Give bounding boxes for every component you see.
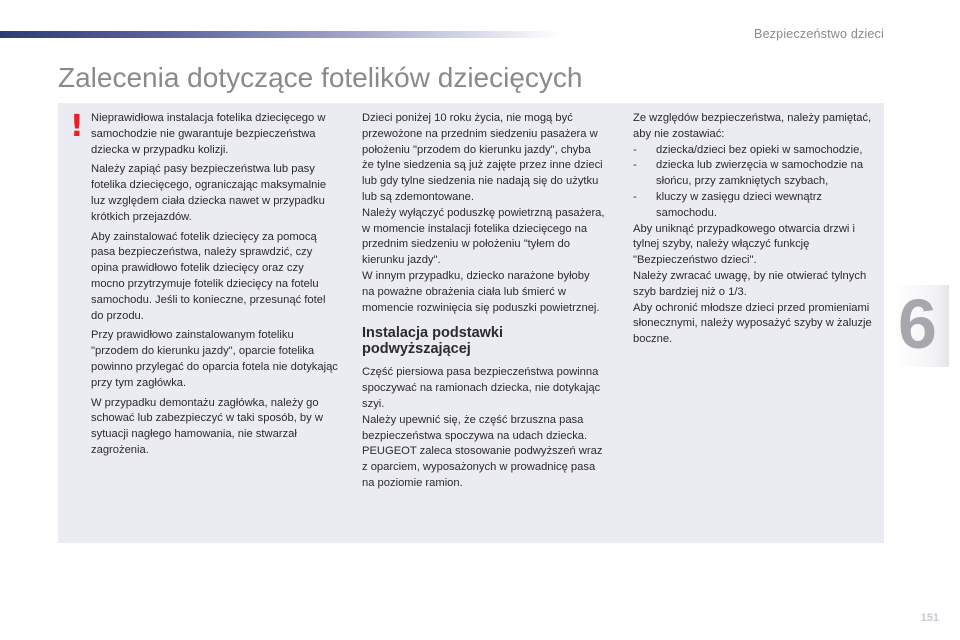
booster-seat-heading: Instalacja podstawki podwyższającej — [362, 325, 504, 357]
section-title: Bezpieczeństwo dzieci — [754, 27, 884, 41]
paragraph: Część piersiowa pasa bezpieczeństwa powinna spoczywać na ramionach dziecka, nie dotykając szyi. — [362, 366, 601, 410]
column-front-seat — [362, 111, 605, 492]
reminder-list — [633, 143, 878, 222]
paragraph: Aby uniknąć przypadkowego otwarcia drzwi i tylnej szyby, należy włączyć funkcję "Bezpieczeństwo dzieci". — [633, 222, 855, 267]
column-safety-reminders — [633, 111, 878, 348]
paragraph: Należy wyłączyć poduszkę powietrzną pasażera, w momencie instalacji fotelika dziecięcego na przednim siedzeniu w położeniu "tyłem do kierunku jazdy". — [362, 206, 605, 267]
list-item: - dziecka lub zwierzęcia w samochodzie na słońcu, przy zamkniętych szybach, — [633, 158, 878, 190]
page-number: 151 — [920, 612, 939, 624]
column-warnings — [91, 111, 339, 463]
paragraph: Należy zwracać uwagę, by nie otwierać tylnych szyb bardziej niż o 1/3. — [633, 269, 867, 298]
paragraph: Należy upewnić się, że część brzuszna pasa bezpieczeństwa spoczywa na udach dziecka. — [362, 413, 588, 442]
paragraph: Ze względów bezpieczeństwa, należy pamiętać, aby nie zostawiać: — [633, 112, 872, 140]
paragraph: PEUGEOT zaleca stosowanie podwyższeń wraz z oparciem, wyposażonych w prowadnicę pasa na poziomie ramion. — [362, 445, 603, 489]
header-decorative-bar — [0, 31, 560, 38]
paragraph: W przypadku demontażu zagłówka, należy go schować lub zabezpieczyć w taki sposób, by w sytuacji nagłego hamowania, nie stwarzał zagrożenia. — [91, 396, 323, 456]
paragraph: Należy zapiąć pasy bezpieczeństwa lub pasy fotelika dziecięcego, ograniczając maksymalnie luz względem ciała dziecka nawet w przypadku krótkich przejazdów. — [91, 163, 327, 223]
paragraph: Aby ochronić młodsze dzieci przed promieniami słonecznymi, należy wyposażyć szyby w żaluzje boczne. — [633, 301, 872, 346]
paragraph: W innym przypadku, dziecko narażone byłoby na poważne obrażenia ciała lub śmierć w momencie rozwinięcia się poduszki powietrznej. — [362, 269, 600, 314]
chapter-number: 6 — [898, 285, 937, 363]
paragraph: Dzieci poniżej 10 roku życia, nie mogą być przewożone na przednim siedzeniu pasażera w położeniu "przodem do kierunku jazdy", chyba że tylne siedzenia są już zajęte przez inne dzieci lub gdy tylne siedzenia nie nadają się do użytku lub są zdemontowane. — [362, 112, 603, 203]
page-title: Zalecenia dotyczące fotelików dziecięcych — [58, 62, 583, 93]
exclamation-icon: ! — [70, 109, 84, 144]
paragraph: Przy prawidłowo zainstalowanym foteliku "przodem do kierunku jazdy", oparcie fotelika powinno przylegać do oparcia fotela nie dotykając przy tym zagłówka. — [91, 329, 338, 389]
paragraph: Aby zainstalować fotelik dziecięcy za pomocą pasa bezpieczeństwa, należy sprawdzić, czy opina prawidłowo fotelik dziecięcy oraz czy mocno przytrzymuje fotelik dziecięcy na fotelu samochodu. Jeśli to konieczne, przesunąć fotel do przodu. — [91, 230, 326, 322]
paragraph: Nieprawidłowa instalacja fotelika dziecięcego w samochodzie nie gwarantuje bezpieczeństwa dziecka w przypadku kolizji. — [91, 112, 326, 156]
list-item: - kluczy w zasięgu dzieci wewnątrz samochodu. — [633, 190, 878, 222]
list-item: - dziecka/dzieci bez opieki w samochodzie, — [633, 143, 878, 159]
content-panel — [58, 103, 884, 543]
